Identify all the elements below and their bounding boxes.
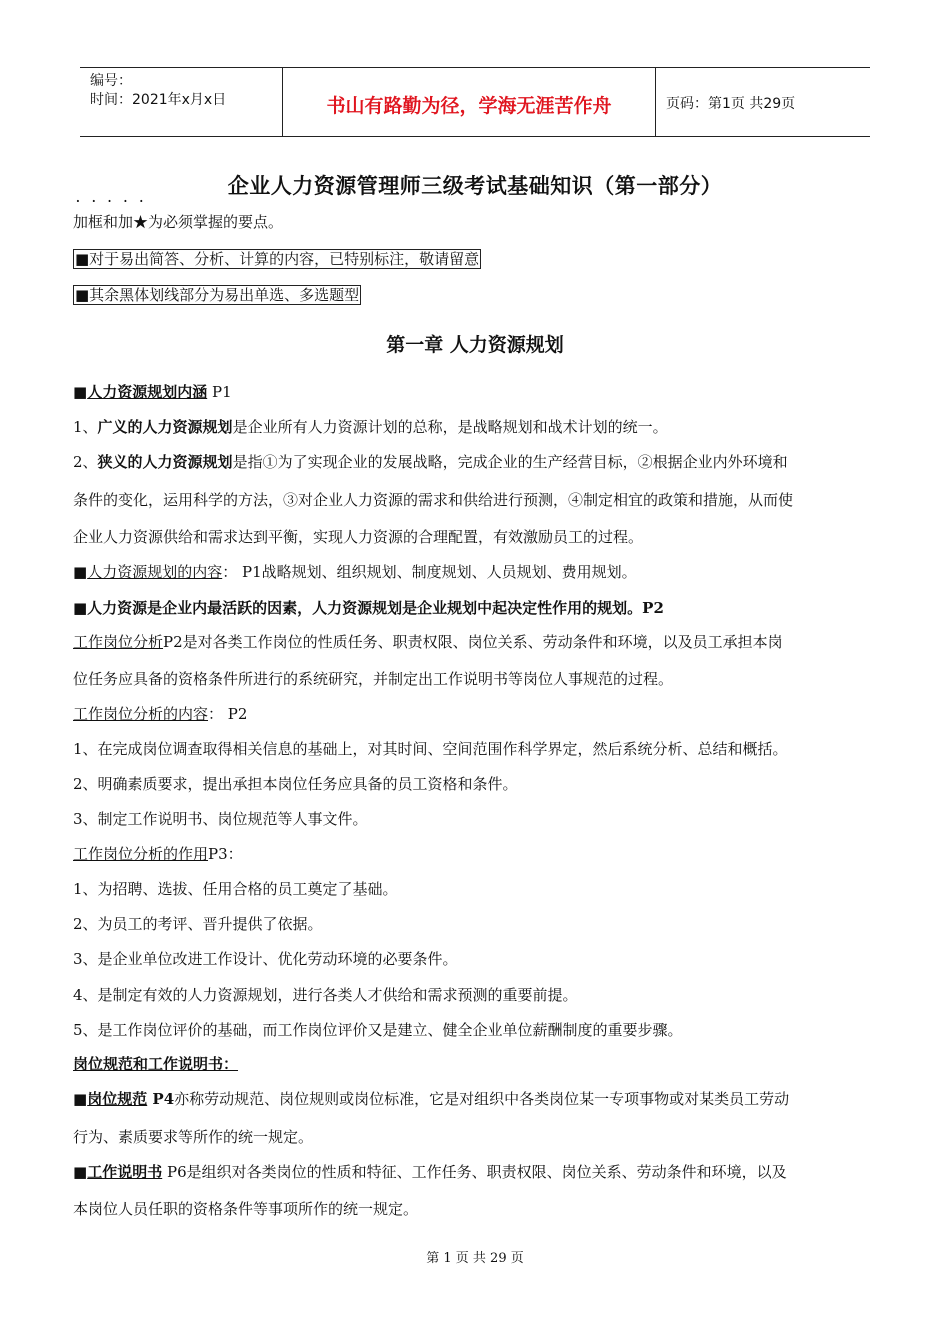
section-job-analysis-content	[73, 703, 247, 724]
section-heading: 工作岗位分析	[73, 633, 164, 651]
term: 广义的人力资源规划	[97, 418, 233, 436]
square-bullet: ■	[73, 383, 88, 401]
note-line-1: 加框和加★为必须掌握的要点。	[73, 213, 284, 231]
list-item: 5、是工作岗位评价的基础，而工作岗位评价又是建立、健全企业单位薪酬制度的重要步骤。	[73, 1021, 683, 1039]
paragraph-narrow-definition	[73, 451, 788, 472]
list-item: 1、为招聘、选拔、任用合格的员工奠定了基础。	[73, 880, 398, 898]
section-text: 亦称劳动规范、岗位规则或岗位标准，它是对组织中各类岗位某一专项事物或对某类员工劳动	[174, 1090, 790, 1108]
section-hr-key-factor: ■人力资源是企业内最活跃的因素，人力资源规划是企业规划中起决定性作用的规划。P2	[73, 599, 664, 617]
section-heading: 工作岗位分析的作用	[73, 845, 209, 863]
page-footer: 第 1 页 共 29 页	[426, 1251, 524, 1266]
section-heading: 工作岗位分析的内容	[73, 705, 209, 723]
square-bullet: ■	[73, 1163, 88, 1181]
definition-text: 是指①为了实现企业的发展战略，完成企业的生产经营目标，②根据企业内外环境和	[232, 453, 788, 471]
section-hr-planning-meaning	[73, 381, 232, 402]
header-meta-cell	[80, 68, 282, 136]
list-item: 3、是企业单位改进工作设计、优化劳动环境的必要条件。	[73, 950, 458, 968]
paragraph-narrow-definition-line-2: 条件的变化，运用科学的方法，③对企业人力资源的需求和供给进行预测，④制定相宜的政策和措施，从而使	[73, 491, 794, 509]
square-bullet: ■	[73, 1090, 88, 1108]
item-number: 2、	[73, 453, 98, 471]
section-job-specification	[73, 1088, 789, 1109]
page-ref: P3：	[208, 845, 243, 863]
section-job-description	[73, 1161, 787, 1182]
section-job-specification-line-2: 行为、素质要求等所作的统一规定。	[73, 1128, 314, 1146]
section-heading: 人力资源规划的内容	[87, 563, 223, 581]
section-text: ： P1战略规划、组织规划、制度规划、人员规划、费用规划。	[222, 563, 637, 581]
header-slogan: 书山有路勤为径，学海无涯苦作舟	[282, 68, 656, 136]
number-label: 编号：	[90, 73, 132, 89]
list-item: 2、为员工的考评、晋升提供了依据。	[73, 915, 323, 933]
list-item: 4、是制定有效的人力资源规划，进行各类人才供给和需求预测的重要前提。	[73, 986, 578, 1004]
section-job-analysis-line-2: 位任务应具备的资格条件所进行的系统研究，并制定出工作说明书等岗位人事规范的过程。	[73, 670, 674, 688]
definition-text: 是企业所有人力资源计划的总称，是战略规划和战术计划的统一。	[232, 418, 668, 436]
term: 狭义的人力资源规划	[97, 453, 233, 471]
emphasis-dots: ·····	[76, 195, 156, 208]
note-box-2: ■对于易出简答、分析、计算的内容，已特别标注，敬请留意	[75, 250, 480, 268]
section-job-spec-heading: 岗位规范和工作说明书：	[73, 1055, 239, 1073]
document-title: 企业人力资源管理师三级考试基础知识（第一部分）	[227, 173, 723, 198]
chapter-title: 第一章 人力资源规划	[386, 334, 564, 356]
section-job-analysis-role	[73, 843, 243, 864]
paragraph-broad-definition	[73, 416, 668, 437]
section-heading: 人力资源规划内涵	[87, 383, 208, 401]
list-item: 2、明确素质要求，提出承担本岗位任务应具备的员工资格和条件。	[73, 775, 518, 793]
page-ref: ： P2	[208, 705, 248, 723]
list-item: 1、在完成岗位调查取得相关信息的基础上，对其时间、空间范围作科学界定，然后系统分析、总结和概括。	[73, 740, 788, 758]
section-text: P2是对各类工作岗位的性质任务、职责权限、岗位关系、劳动条件和环境，以及员工承担本岗	[163, 633, 783, 651]
section-job-analysis	[73, 631, 783, 652]
list-item: 3、制定工作说明书、岗位规范等人事文件。	[73, 810, 368, 828]
page-ref: P1	[207, 383, 232, 401]
document-header	[80, 67, 870, 137]
section-text: P6是组织对各类岗位的性质和特征、工作任务、职责权限、岗位关系、劳动条件和环境，以及	[162, 1163, 787, 1181]
time-label: 时间：2021年x月x日	[90, 92, 227, 108]
page-ref: P4	[147, 1090, 175, 1108]
section-hr-planning-content	[73, 561, 637, 582]
header-page-info: 页码：第1页 共29页	[666, 96, 796, 112]
item-number: 1、	[73, 418, 98, 436]
note-line-2	[73, 248, 481, 269]
square-bullet: ■	[73, 563, 88, 581]
paragraph-narrow-definition-line-3: 企业人力资源供给和需求达到平衡，实现人力资源的合理配置，有效激励员工的过程。	[73, 528, 644, 546]
section-heading: 工作说明书	[87, 1163, 163, 1181]
note-line-3	[73, 284, 361, 305]
section-job-description-line-2: 本岗位人员任职的资格条件等事项所作的统一规定。	[73, 1200, 419, 1218]
note-box-3: ■其余黑体划线部分为易出单选、多选题型	[75, 286, 360, 304]
section-heading: 岗位规范	[87, 1090, 148, 1108]
